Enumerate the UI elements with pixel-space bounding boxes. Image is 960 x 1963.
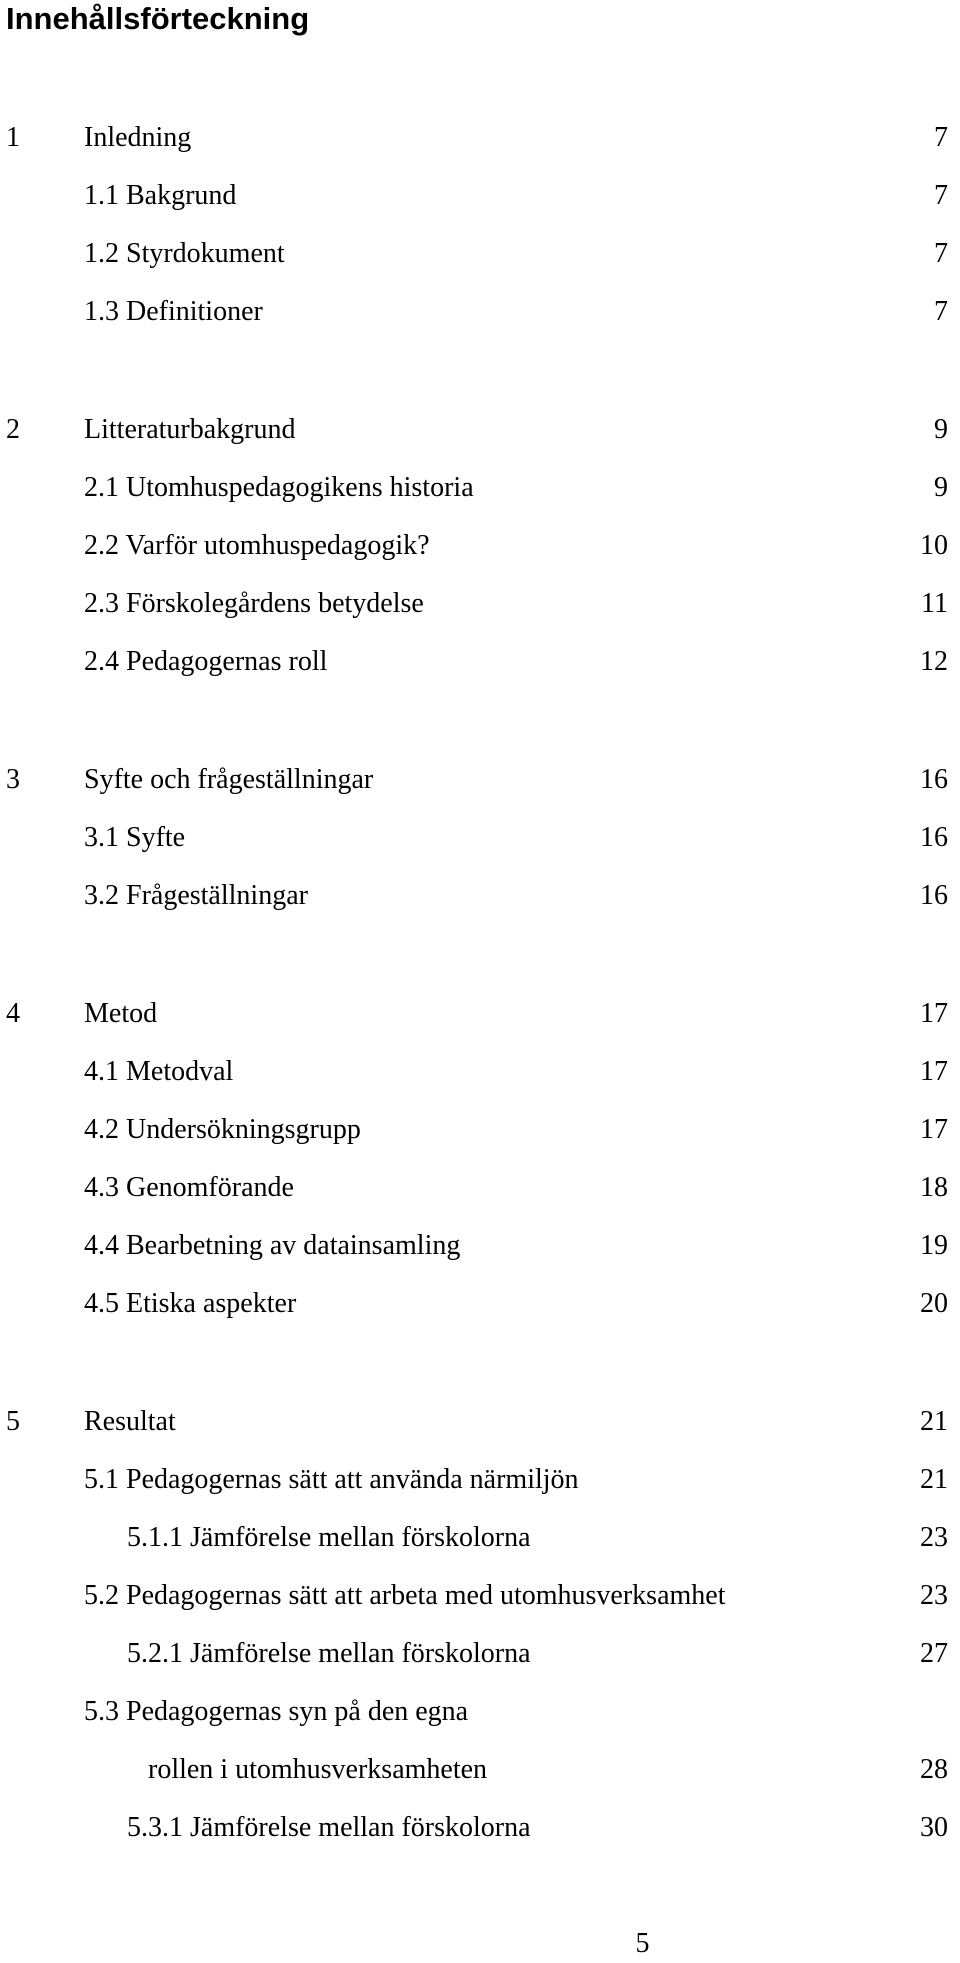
toc-chapter-number: 4 [6, 998, 20, 1029]
toc-section-entry [0, 1692, 960, 1732]
toc-entry-page: 23 [920, 1580, 948, 1611]
toc-entry-page: 20 [920, 1288, 948, 1319]
toc-entry-title: 1.3 Definitioner [84, 296, 263, 327]
toc-chapter-entry [0, 760, 960, 800]
toc-entry-title: 5.3.1 Jämförelse mellan förskolorna [127, 1812, 531, 1843]
toc-entry-page: 7 [934, 238, 948, 269]
toc-entry-page: 9 [934, 414, 948, 445]
toc-entry-page: 21 [920, 1464, 948, 1495]
toc-entry-page: 16 [920, 822, 948, 853]
toc-chapter-number: 2 [6, 414, 20, 445]
toc-chapter-entry [0, 410, 960, 450]
toc-chapter-entry [0, 1402, 960, 1442]
page-title: Innehållsförteckning [6, 1, 310, 36]
toc-entry-title: 4.5 Etiska aspekter [84, 1288, 297, 1319]
toc-entry-page: 17 [920, 1056, 948, 1087]
toc-entry-page: 17 [920, 1114, 948, 1145]
toc-entry-page: 16 [920, 880, 948, 911]
toc-entry-page: 12 [920, 646, 948, 677]
toc-chapter-number: 1 [6, 122, 20, 153]
toc-entry-title: 4.3 Genomförande [84, 1172, 294, 1203]
toc-entry-title: 5.2 Pedagogernas sätt att arbeta med utomhusverksamhet [84, 1580, 726, 1611]
toc-section-entry [0, 292, 960, 332]
toc-chapter-entry [0, 118, 960, 158]
toc-entry-title: 2.3 Förskolegårdens betydelse [84, 588, 424, 619]
toc-section-entry [0, 526, 960, 566]
toc-chapter-number: 5 [6, 1406, 20, 1437]
toc-entry-page: 18 [920, 1172, 948, 1203]
toc-entry-page: 11 [921, 588, 948, 619]
toc-entry-title: 4.4 Bearbetning av datainsamling [84, 1230, 461, 1261]
toc-section-entry [0, 818, 960, 858]
toc-entry-page: 27 [920, 1638, 948, 1669]
toc-entry-page: 21 [920, 1406, 948, 1437]
toc-chapter-number: 3 [6, 764, 20, 795]
toc-section-entry [0, 1284, 960, 1324]
toc-entry-page: 23 [920, 1522, 948, 1553]
toc-entry-title: Resultat [84, 1406, 176, 1437]
toc-entry-title: 2.2 Varför utomhuspedagogik? [84, 530, 430, 561]
toc-section-entry [0, 1576, 960, 1616]
toc-entry-title: Inledning [84, 122, 192, 153]
page-number: 5 [635, 1928, 650, 1959]
toc-subsection-entry [0, 1518, 960, 1558]
toc-entry-page: 17 [920, 998, 948, 1029]
toc-section-entry [0, 1460, 960, 1500]
toc-section-entry [0, 1168, 960, 1208]
toc-section-entry-continuation [0, 1750, 960, 1790]
toc-entry-title: 4.1 Metodval [84, 1056, 234, 1087]
toc-section-entry [0, 642, 960, 682]
toc-entry-title: 3.1 Syfte [84, 822, 186, 853]
toc-entry-title: 2.1 Utomhuspedagogikens historia [84, 472, 474, 503]
toc-entry-title: rollen i utomhusverksamheten [148, 1754, 488, 1785]
toc-entry-page: 28 [920, 1754, 948, 1785]
toc-entry-title: Metod [84, 998, 158, 1029]
toc-entry-title: Litteraturbakgrund [84, 414, 296, 445]
toc-entry-title: Syfte och frågeställningar [84, 764, 374, 795]
toc-section-entry [0, 468, 960, 508]
toc-section-entry [0, 584, 960, 624]
toc-entry-title: 5.1.1 Jämförelse mellan förskolorna [127, 1522, 531, 1553]
toc-entry-page: 30 [920, 1812, 948, 1843]
toc-entry-title: 3.2 Frågeställningar [84, 880, 308, 911]
toc-entry-page: 16 [920, 764, 948, 795]
toc-entry-page: 9 [934, 472, 948, 503]
toc-entry-page: 7 [934, 180, 948, 211]
toc-entry-title: 4.2 Undersökningsgrupp [84, 1114, 361, 1145]
toc-section-entry [0, 176, 960, 216]
toc-entry-page: 19 [920, 1230, 948, 1261]
toc-entry-title: 1.1 Bakgrund [84, 180, 237, 211]
toc-section-entry [0, 1226, 960, 1266]
page-number-footer [0, 1926, 960, 1962]
toc-entry-title: 1.2 Styrdokument [84, 238, 285, 269]
toc-entry-title: 5.2.1 Jämförelse mellan förskolorna [127, 1638, 531, 1669]
toc-section-entry [0, 1110, 960, 1150]
toc-entry-page: 10 [920, 530, 948, 561]
toc-chapter-entry [0, 994, 960, 1034]
toc-entry-title: 5.3 Pedagogernas syn på den egna [84, 1696, 469, 1727]
toc-entry-title: 5.1 Pedagogernas sätt att använda närmiljön [84, 1464, 579, 1495]
toc-section-entry [0, 876, 960, 916]
toc-subsection-entry [0, 1634, 960, 1674]
toc-section-entry [0, 234, 960, 274]
toc-subsection-entry [0, 1808, 960, 1848]
toc-entry-page: 7 [934, 122, 948, 153]
toc-entry-page: 7 [934, 296, 948, 327]
toc-section-entry [0, 1052, 960, 1092]
toc-entry-title: 2.4 Pedagogernas roll [84, 646, 328, 677]
